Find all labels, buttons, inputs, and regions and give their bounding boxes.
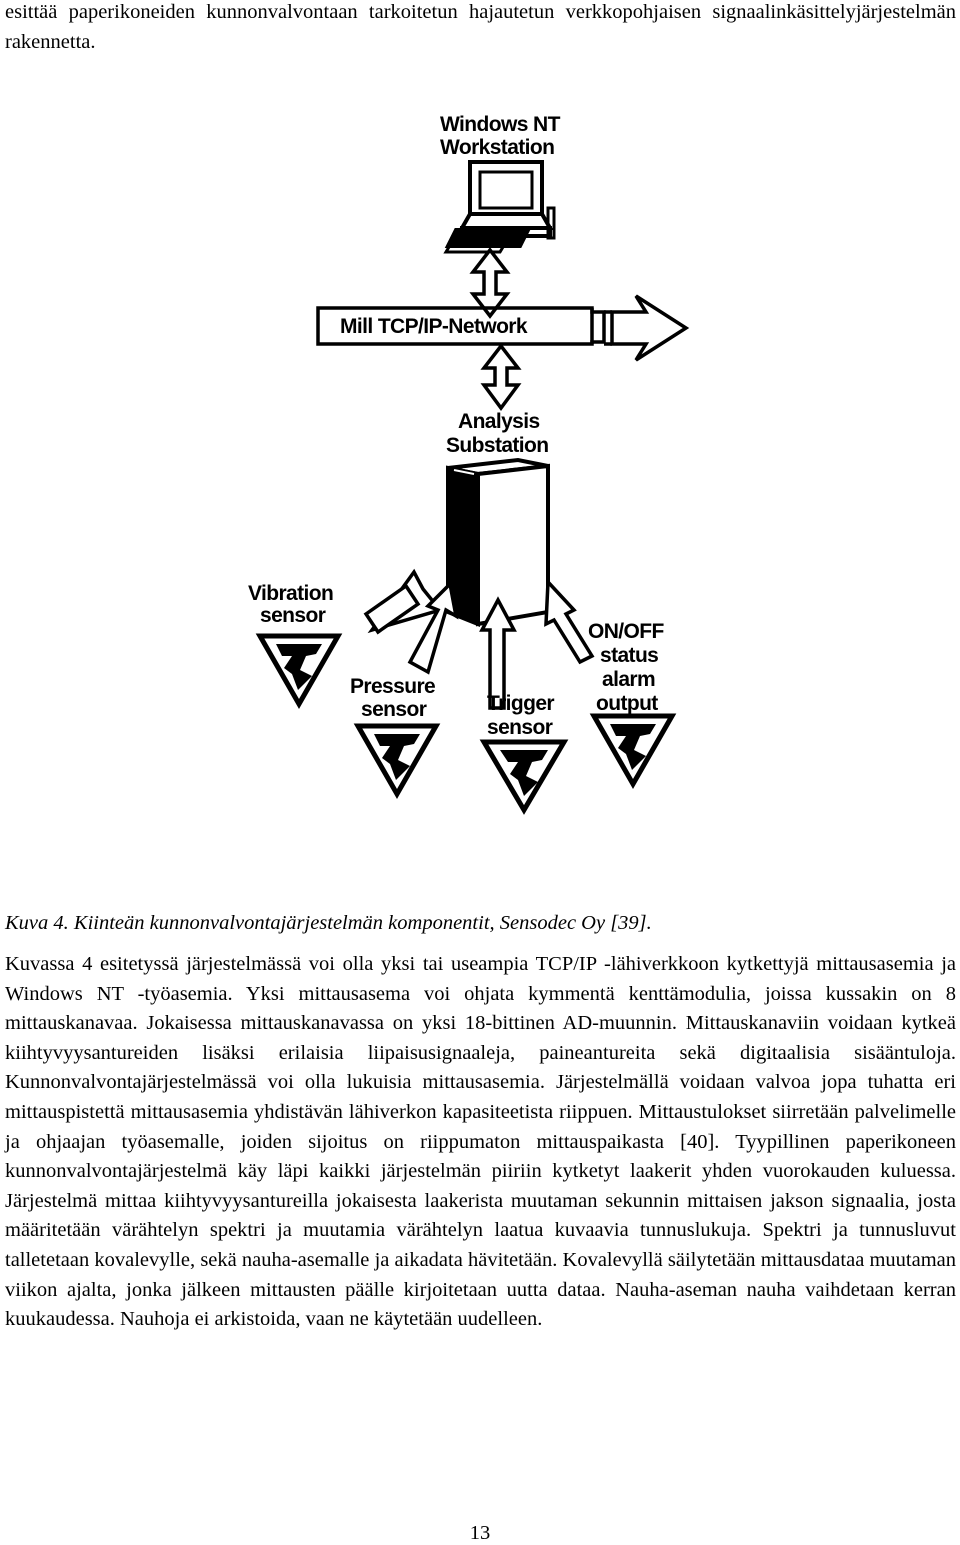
output-label-line2: status bbox=[600, 644, 659, 667]
trigger-label-line1: Trigger bbox=[487, 692, 554, 715]
trigger-label-line2: sensor bbox=[487, 716, 553, 739]
network-label: Mill TCP/IP-Network bbox=[340, 315, 527, 338]
workstation-network-arrow bbox=[473, 250, 507, 316]
output-actuator-icon bbox=[594, 716, 672, 784]
output-arrow bbox=[546, 582, 592, 662]
pressure-label-line1: Pressure bbox=[350, 675, 436, 698]
substation-label-line2: Substation bbox=[446, 434, 549, 457]
pressure-sensor-icon bbox=[358, 726, 436, 794]
figure-caption: Kuva 4. Kiinteän kunnonvalvontajärjestelmän komponentit, Sensodec Oy [39]. bbox=[5, 912, 652, 934]
intro-paragraph-fragment: esittää paperikoneiden kunnonvalvontaan tarkoitetun hajautetun verkkopohjaisen signaalinkäsittelyjärjestelmän rakennetta. bbox=[5, 1, 956, 53]
body-paragraph: Kuvassa 4 esitetyssä järjestelmässä voi olla yksi tai useampia TCP/IP -lähiverkkoon kytkettyjä mittausasemia ja Windows NT -työasemia. Yksi mittausasema voi ohjata kymmentä kenttämodulia, joissa kussakin on 8 mittauskanavaa. Jokaisessa mittauskanavassa on yksi 18-bittinen AD-muunnin. Mittauskanaviin voidaan kytkeä kiihtyvyysantureiden lisäksi erilaisia liipaisusignaaleja, paineantureita sekä digitaalisia sisääntuloja. Kunnonvalvontajärjestelmässä voi olla lukuisia mittausasemia. Järjestelmällä voidaan valvoa jopa tuhatta eri mittauspistettä mittausasemia yhdistävän lähiverkon kapasiteetista riippuen. Mittaustulokset siirretään palvelimelle ja ohjaajan työasemalle, joiden sijoitus on riippumaton mittauspaikasta [40]. Tyypillinen paperikoneen kunnonvalvontajärjestelmä käy läpi kaikki järjestelmän piiriin kytketyt laakerit yhden vuorokauden kuluessa. Järjestelmä mittaa kiihtyvyysantureilla jokaisesta laakerista muutaman sekunnin mittaisen jakson signaalia, josta määritetään värähtelyn spektri ja muutamia värähtelyn laatua kuvaavia tunnuslukuja. Spektri ja tunnusluvut talletetaan kovalevylle, sekä nauha-asemalle ja aikadata hävitetään. Kovalevyllä säilytetään mittausdataa muutaman viikon ajalta, jonka jälkeen mittausten päälle kirjoitetaan uutta dataa. Nauha-aseman nauha vaihdetaan kerran kuukaudessa. Nauhoja ei arkistoida, vaan ne käytetään uudelleen. bbox=[5, 953, 956, 1331]
workstation-computer-icon bbox=[446, 162, 554, 252]
workstation-label-line1: Windows NT bbox=[440, 113, 560, 136]
output-label-line1: ON/OFF bbox=[588, 620, 664, 643]
trigger-sensor-icon bbox=[484, 742, 564, 810]
workstation-label-line2: Workstation bbox=[440, 136, 555, 159]
pressure-label-line2: sensor bbox=[361, 698, 427, 721]
output-label-line4: output bbox=[596, 692, 658, 715]
system-diagram bbox=[0, 90, 960, 880]
vibration-label-line1: Vibration bbox=[248, 582, 334, 605]
vibration-label-line2: sensor bbox=[260, 604, 326, 627]
page-number: 13 bbox=[469, 1522, 491, 1544]
output-label-line3: alarm bbox=[602, 668, 656, 691]
vibration-sensor-icon bbox=[260, 636, 338, 704]
network-substation-arrow bbox=[484, 346, 518, 408]
substation-label-line1: Analysis bbox=[458, 410, 540, 433]
